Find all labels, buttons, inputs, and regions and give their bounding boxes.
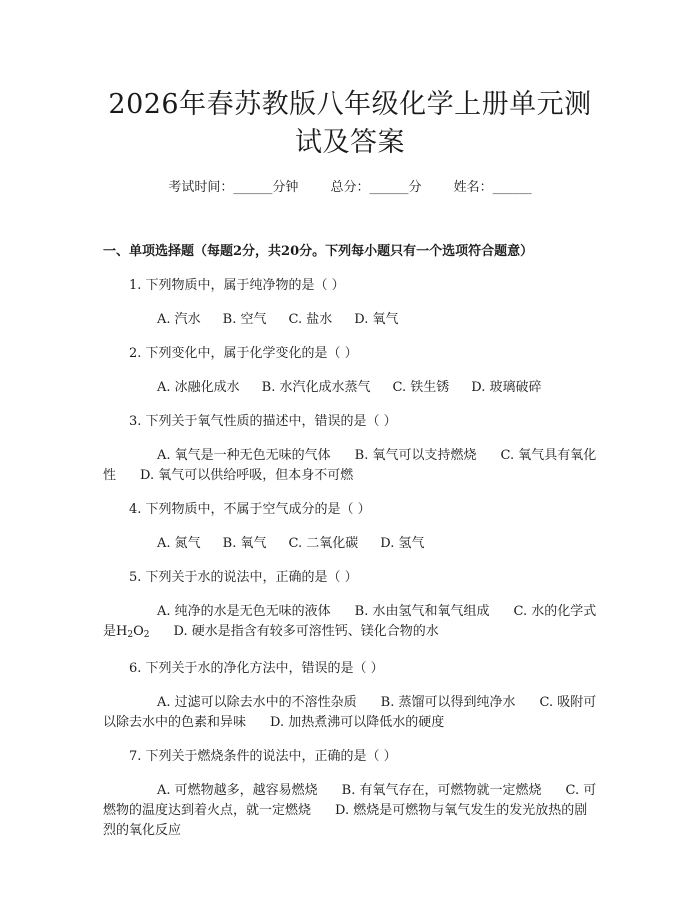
- question-options: [103, 693, 597, 733]
- question-stem: 2. 下列变化中，属于化学变化的是（ ）: [129, 346, 358, 361]
- option-c: C. 可燃物的温度达到着火点，就一定燃烧: [103, 783, 597, 818]
- option-b: B. 有氧气存在，可燃物就一定燃烧: [341, 783, 542, 798]
- question-list: [103, 276, 597, 841]
- question-2: [103, 344, 597, 398]
- option-b: B. 水汽化成水蒸气: [261, 380, 371, 395]
- question-options: [103, 781, 597, 841]
- question-stem: 1. 下列物质中，属于纯净物的是（ ）: [129, 278, 345, 293]
- question-stem: 4. 下列物质中，不属于空气成分的是（ ）: [129, 502, 371, 517]
- option-c: C. 盐水: [288, 312, 333, 327]
- option-a: A. 过滤可以除去水中的不溶性杂质: [157, 695, 357, 710]
- option-a: A. 纯净的水是无色无味的液体: [157, 604, 331, 619]
- question-4: [103, 500, 597, 554]
- option-c: C. 吸附可以除去水中的色素和异味: [103, 695, 597, 730]
- exam-time-field: 考试时间：______分钟: [168, 180, 299, 195]
- question-6: [103, 659, 597, 733]
- option-b: B. 氧气: [222, 536, 267, 551]
- option-d: D. 加热煮沸可以降低水的硬度: [270, 715, 445, 730]
- option-b: B. 水由氢气和氧气组成: [354, 604, 490, 619]
- question-stem: 5. 下列关于水的说法中，正确的是（ ）: [129, 570, 358, 585]
- question-stem: 7. 下列关于燃烧条件的说法中，正确的是（ ）: [129, 749, 397, 764]
- option-c: C. 氧气具有氧化性: [103, 448, 597, 483]
- option-d: D. 燃烧是可燃物与氧气发生的发光放热的剧烈的氧化反应: [103, 803, 588, 838]
- question-options: [103, 378, 597, 398]
- option-b: B. 氧气可以支持燃烧: [354, 448, 477, 463]
- formula-subscript: 2: [143, 630, 150, 640]
- question-options: [103, 534, 597, 554]
- question-options: [103, 446, 597, 486]
- option-d: D. 氢气: [380, 536, 425, 551]
- question-7: [103, 747, 597, 841]
- option-d: D. 氧气: [354, 312, 399, 327]
- option-b: B. 空气: [222, 312, 267, 327]
- option-c-text: C. 水的化学式是H: [103, 604, 597, 639]
- formula-subscript: 2: [127, 630, 134, 640]
- question-5: [103, 568, 597, 645]
- option-a: A. 汽水: [157, 312, 201, 327]
- question-options: [103, 310, 597, 330]
- option-c: C. 二氧化碳: [288, 536, 359, 551]
- document-title: 2026年春苏教版八年级化学上册单元测试及答案: [108, 89, 592, 158]
- option-a: A. 氮气: [157, 536, 201, 551]
- option-c: C. 铁生锈: [392, 380, 450, 395]
- option-a: A. 可燃物越多，越容易燃烧: [157, 783, 318, 798]
- option-d: D. 玻璃破碎: [471, 380, 542, 395]
- section-heading-single-choice: 一、单项选择题（每题2分，共20分。下列每小题只有一个选项符合题意）: [103, 244, 534, 259]
- question-options: [103, 602, 597, 645]
- option-d: D. 硬水是指含有较多可溶性钙、镁化合物的水: [173, 624, 439, 639]
- option-d: D. 氧气可以供给呼吸，但本身不可燃: [140, 468, 354, 483]
- question-stem: 3. 下列关于氧气性质的描述中，错误的是（ ）: [129, 414, 397, 429]
- total-score-field: 总分：______分: [330, 180, 422, 195]
- formula-element: O: [133, 624, 144, 639]
- question-1: [103, 276, 597, 330]
- student-name-field: 姓名：______: [453, 180, 532, 195]
- option-a: A. 氧气是一种无色无味的气体: [157, 448, 331, 463]
- question-3: [103, 412, 597, 486]
- option-a: A. 冰融化成水: [157, 380, 240, 395]
- exam-info-line: [103, 178, 597, 198]
- option-b: B. 蒸馏可以得到纯净水: [380, 695, 516, 710]
- question-stem: 6. 下列关于水的净化方法中，错误的是（ ）: [129, 661, 384, 676]
